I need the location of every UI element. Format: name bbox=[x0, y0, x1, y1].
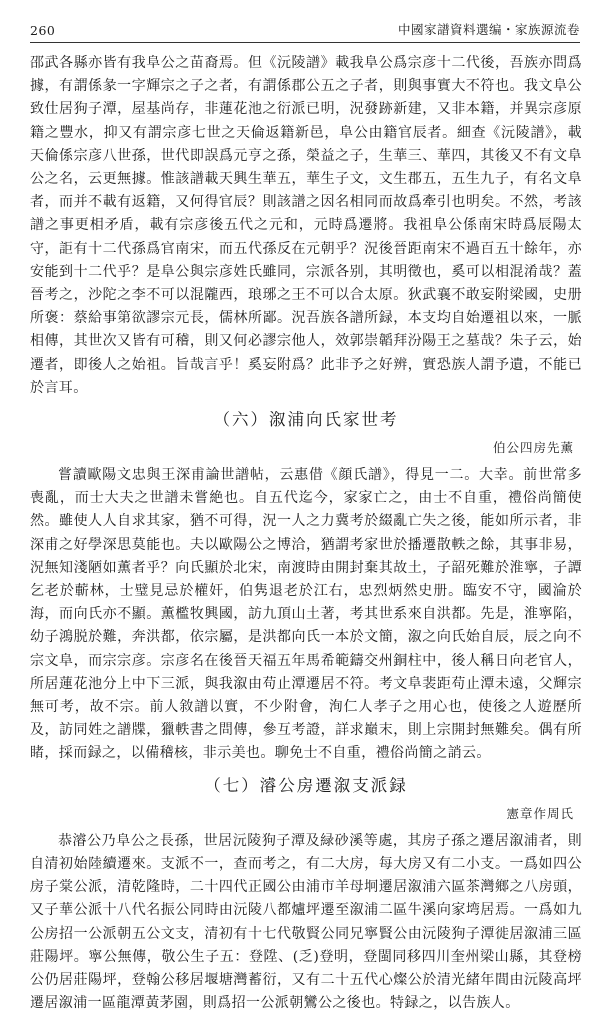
section-7-title: （七）濬公房遷溆支派録 bbox=[204, 775, 408, 795]
section-6-title: （六）溆浦向氏家世考 bbox=[213, 410, 399, 430]
running-title: 中國家譜資料選编・家族源流卷 bbox=[397, 22, 580, 37]
section-7-paragraph: 恭濬公乃阜公之長孫，世居沅陵狗子潭及緑砂溪等處，其房子孫之遷居溆浦者，則自清初始陸續遷來。支派不一，查而考之，有二大房，每大房又有二小支。一爲如四公房子棠公派，清乾隆時，二十四代正國公由浦市羊母坰遷居溆浦六區茶灣鄉之八房頭，又子華公派十八代名振公同時由沅陵八都爐坪遷至溆浦二區牛溪向家塆居焉。一爲如九公房招一公派朝五公文支，清初有十七代敬賢公同兄寧賢公由沅陵狗子潭徙居溆浦三區莊陽坪。寧公無傳，敬公生子五：登陞、(乏)登明，登閩同移四川奎州梁山縣，其登榜公仍居莊陽坪，登翰公移居堰塘灣蓄衍，又有二十五代心燦公於清光緒年間由沅陵高坪遷居溆浦一區龍潭黃茅園，則爲招一公派朝鸞公之後也。特録之，以告族人。 bbox=[30, 832, 582, 1012]
continued-paragraph: 邵武各縣亦皆有我阜公之苗裔焉。但《沅陵譜》載我阜公爲宗彦十二代後，吾族亦問爲據，有謂係彖一字輝宗之子之者，有謂係郡公五之子者，則與事實大不符也。我文阜公致仕居狗子潭，屋基尚存，非蓮花池之衍派已明，況發跡新建，又非本籍，并異宗彦原籍之豐水，抑又有謂宗彦七世之天倫返籍新邑，阜公由籍官辰者。細查《沅陵譜》，載天倫係宗彦八世孫，世代即誤爲元亨之孫，榮益之子，生華三、華四，其後又不有文阜公之名，云更無據。惟該譜載天興生華五，華生子文，文生郡五，五生九子，有名文阜者，而并不載有返籍，又何得官辰？則該譜之因名相同而故爲牽引也明矣。不然，考該譜之事更相矛盾，載有宗彦後五代之元和，元時爲遷將。我祖阜公係南宋時爲辰陽太守，詎有十二代孫爲官南宋，而五代孫反在元朝乎？況後晉距南宋不過百五十餘年，亦安能到十二代乎？是阜公與宗彦姓氏雖同，宗派各别，其明徵也，奚可以相混淆哉？蓋晉考之，沙陀之李不可以混隴西，琅琊之王不可以合太原。狄武襄不敢妄附梁國，史册所褒：蔡給事第欲謬宗元長，儒林所鄙。況吾族各譜所録，本支均自始遷祖以來，一脈相傳，其世次又皆有可稽，則又何必謬宗他人，效郭崇韜拜汾陽王之墓哉？朱子云，始遷者，即後人之始祖。旨哉言乎！奚妄附爲？此非予之好辨，實恐族人謂予遺，不能已於言耳。 bbox=[30, 55, 582, 396]
page-body bbox=[30, 52, 582, 1015]
section-6-author: 伯公四房先薰 bbox=[492, 440, 574, 456]
header-rule bbox=[30, 42, 580, 43]
section-6-paragraph: 嘗讀歐陽文忠與王深甫論世譜帖，云惠借《顔氏譜》，得見一二。大幸。前世常多喪亂，而士大夫之世譜未嘗絶也。自五代迄今，家家亡之，由士不自重，禮俗尚簡使然。雖使人人自求其家，猶不可得，況一人之力冀考於綴亂亡失之後，能如所示者，非深甫之好學深思莫能也。夫以歐陽公之博洽，猶謂考家世於播遷散軼之餘，其事非易，況無知淺陋如薫者乎？向氏顯於北宋，南渡時由開封棄其故土，子韶死難於淮寧，子譚乞老於蘄林，士璧見忌於權奸，伯隽退老於江右，忠烈炳然史册。臨安不守，國淪於海，而向氏亦不顯。薫檻牧興國，訪九頂山土著，考其世系來自洪都。先是，淮寧陷，幼子鴻脱於難，奔洪都，依宗屬，是洪都向氏一本於文簡，溆之向氏始自辰，辰之向不宗文阜，而宗宗彦。宗彦名在後晉天福五年馬希範鑄交州銅柱中，後人稱日向老官人，所居蓮花池分上中下三派，與我溆由苟止潭遷居不符。考文阜裴距苟止潭未遠，父輝宗無可考，故不宗。前人敘譜以實，不少附會，洵仁人孝子之用心也，使後之人遊歷所及，訪同姓之譜牒，獵軼書之問傳，參互考證，詳求巔末，則上宗開封無難矣。偶有所睹，採而録之，以備稽核，非示美也。聊免士不自重，禮俗尚簡之誚云。 bbox=[30, 467, 582, 762]
section-7-author: 憲章作周氏 bbox=[506, 805, 574, 821]
page-number: 260 bbox=[30, 23, 56, 38]
page-header bbox=[30, 14, 580, 38]
